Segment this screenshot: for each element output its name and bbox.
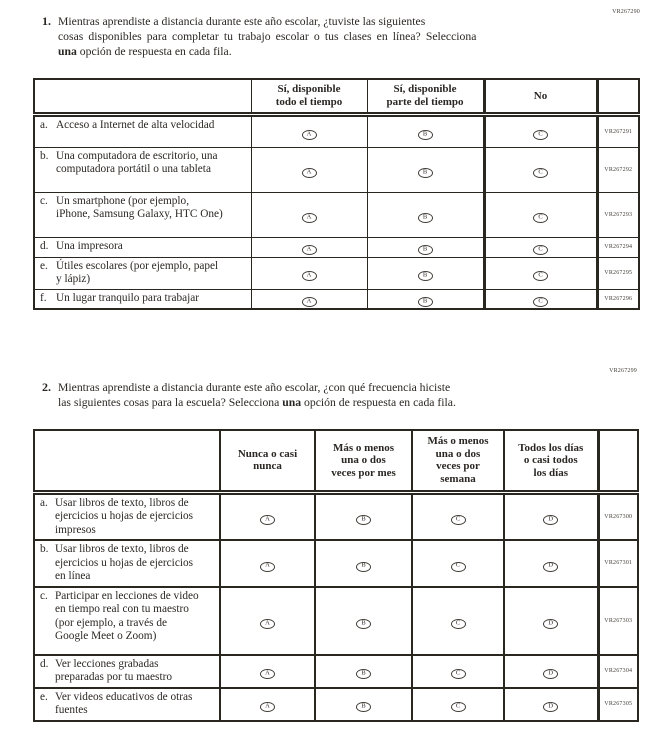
answer-bubble[interactable]: C [533, 213, 548, 223]
question-2-number: 2. [42, 380, 51, 394]
row-label: Una computadora de escritorio, una computadora portátil o una tableta [56, 149, 218, 175]
row-label-cell [34, 540, 220, 587]
question-1-prompt [0, 0, 666, 59]
answer-cell [484, 192, 597, 237]
row-label: Un smartphone (por ejemplo, iPhone, Samsung Galaxy, HTC One) [56, 194, 223, 220]
row-label-cell [34, 289, 251, 309]
answer-cell [504, 587, 598, 655]
prompt-line: Mientras aprendiste a distancia durante este año escolar, ¿con qué frecuencia hiciste [58, 381, 451, 394]
row-label: Ver videos educativos de otras fuentes [55, 690, 193, 716]
answer-bubble[interactable]: D [543, 562, 558, 572]
row-vr-code: VR267294 [597, 237, 639, 257]
answer-cell [412, 655, 504, 688]
answer-cell [220, 587, 315, 655]
prompt-line: Mientras aprendiste a distancia durante este año escolar, ¿tuviste las siguientes [58, 15, 426, 28]
row-vr-code: VR267305 [598, 688, 638, 721]
answer-cell [412, 688, 504, 721]
table-row [34, 257, 639, 289]
row-label-cell [34, 492, 220, 540]
answer-cell [220, 492, 315, 540]
row-vr-code: VR267303 [598, 587, 638, 655]
answer-cell [484, 237, 597, 257]
prompt-line: cosas disponibles para completar tu trabajo escolar o tus clases en línea? Selecciona [58, 30, 477, 43]
row-letter: c. [40, 194, 48, 207]
column-header: Sí, disponible parte del tiempo [367, 79, 484, 114]
answer-cell [412, 587, 504, 655]
row-label-cell [34, 237, 251, 257]
table-row [34, 147, 639, 192]
row-label: Ver lecciones grabadas preparadas por tu maestro [55, 657, 173, 683]
column-header: Más o menos una o dos veces por mes [315, 430, 412, 492]
answer-cell [412, 540, 504, 587]
answer-bubble[interactable]: A [302, 168, 317, 178]
prompt-line: las siguientes cosas para la escuela? Selecciona una opción de respuesta en cada fila. [58, 396, 456, 409]
row-letter: e. [40, 690, 48, 703]
table-row [34, 114, 639, 147]
answer-bubble[interactable]: C [451, 562, 466, 572]
table-row [34, 289, 639, 309]
answer-cell [315, 540, 412, 587]
answer-bubble[interactable]: A [302, 130, 317, 140]
answer-bubble[interactable]: B [356, 702, 371, 712]
empty-header-cell [34, 430, 220, 492]
answer-bubble[interactable]: A [302, 245, 317, 255]
answer-cell [251, 192, 367, 237]
answer-bubble[interactable]: B [418, 271, 433, 281]
answer-cell [315, 688, 412, 721]
answer-bubble[interactable]: B [356, 515, 371, 525]
question-2-table [33, 429, 639, 722]
row-vr-code: VR267304 [598, 655, 638, 688]
row-letter: a. [40, 118, 48, 131]
row-label-cell [34, 587, 220, 655]
row-letter: d. [40, 657, 49, 670]
answer-bubble[interactable]: B [418, 168, 433, 178]
prompt-line: una opción de respuesta en cada fila. [58, 45, 232, 58]
answer-bubble[interactable]: D [543, 702, 558, 712]
answer-cell [484, 257, 597, 289]
answer-bubble[interactable]: C [533, 271, 548, 281]
answer-bubble[interactable]: B [418, 130, 433, 140]
answer-bubble[interactable]: C [451, 515, 466, 525]
table-row [34, 540, 638, 587]
answer-cell [504, 540, 598, 587]
answer-cell [484, 289, 597, 309]
row-label: Usar libros de texto, libros de ejercicios u hojas de ejercicios impresos [55, 496, 194, 536]
row-label: Un lugar tranquilo para trabajar [56, 291, 200, 304]
question-1-vr-code: VR267290 [612, 9, 640, 15]
answer-cell [367, 114, 484, 147]
answer-cell [251, 147, 367, 192]
question-1-number: 1. [42, 14, 51, 28]
column-header: No [484, 79, 597, 114]
vr-column-header [597, 79, 639, 114]
row-label: Una impresora [56, 239, 123, 252]
answer-cell [251, 114, 367, 147]
answer-bubble[interactable]: B [356, 669, 371, 679]
answer-bubble[interactable]: A [260, 619, 275, 629]
answer-bubble[interactable]: C [451, 669, 466, 679]
answer-cell [220, 688, 315, 721]
answer-bubble[interactable]: A [260, 515, 275, 525]
answer-bubble[interactable]: A [260, 562, 275, 572]
table-row [34, 237, 639, 257]
answer-cell [367, 257, 484, 289]
answer-bubble[interactable]: B [418, 245, 433, 255]
answer-bubble[interactable]: B [418, 213, 433, 223]
empty-header-cell [34, 79, 251, 114]
answer-cell [484, 147, 597, 192]
row-label-cell [34, 114, 251, 147]
row-label-cell [34, 192, 251, 237]
answer-bubble[interactable]: D [543, 669, 558, 679]
table-row [34, 587, 638, 655]
answer-cell [367, 192, 484, 237]
table-row [34, 492, 638, 540]
row-label-cell [34, 655, 220, 688]
row-label: Útiles escolares (por ejemplo, papel y lápiz) [56, 259, 219, 285]
answer-cell [367, 237, 484, 257]
column-header: Más o menos una o dos veces por semana [412, 430, 504, 492]
answer-cell [367, 289, 484, 309]
question-1-table [33, 78, 640, 310]
answer-bubble[interactable]: A [302, 297, 317, 307]
answer-bubble[interactable]: A [260, 702, 275, 712]
table-row [34, 688, 638, 721]
answer-cell [367, 147, 484, 192]
row-label: Acceso a Internet de alta velocidad [56, 118, 215, 131]
answer-cell [504, 688, 598, 721]
answer-bubble[interactable]: C [533, 245, 548, 255]
table-row [34, 655, 638, 688]
row-label: Participar en lecciones de video en tiempo real con tu maestro (por ejemplo, a través de Google Meet o Zoom) [55, 589, 199, 642]
answer-cell [412, 492, 504, 540]
answer-cell [504, 655, 598, 688]
answer-bubble[interactable]: C [451, 702, 466, 712]
row-vr-code: VR267296 [597, 289, 639, 309]
answer-bubble[interactable]: C [533, 130, 548, 140]
answer-cell [251, 289, 367, 309]
answer-cell [484, 114, 597, 147]
column-header: Sí, disponible todo el tiempo [251, 79, 367, 114]
column-header: Nunca o casi nunca [220, 430, 315, 492]
answer-cell [504, 492, 598, 540]
row-letter: f. [40, 291, 47, 304]
table-row [34, 192, 639, 237]
answer-bubble[interactable]: B [418, 297, 433, 307]
row-vr-code: VR267295 [597, 257, 639, 289]
answer-cell [251, 257, 367, 289]
answer-cell [251, 237, 367, 257]
row-letter: c. [40, 589, 48, 602]
header-row [34, 430, 638, 492]
row-letter: b. [40, 149, 49, 162]
row-vr-code: VR267301 [598, 540, 638, 587]
answer-bubble[interactable]: C [533, 168, 548, 178]
row-vr-code: VR267300 [598, 492, 638, 540]
question-2-vr-code: VR267299 [609, 368, 637, 374]
row-label-cell [34, 688, 220, 721]
header-row [34, 79, 639, 114]
row-letter: e. [40, 259, 48, 272]
row-label-cell [34, 147, 251, 192]
row-letter: a. [40, 496, 48, 509]
answer-cell [220, 540, 315, 587]
row-letter: b. [40, 543, 49, 555]
answer-cell [220, 655, 315, 688]
answer-bubble[interactable]: B [356, 619, 371, 629]
answer-bubble[interactable]: A [302, 213, 317, 223]
answer-bubble[interactable]: A [260, 669, 275, 679]
row-vr-code: VR267291 [597, 114, 639, 147]
row-label: Usar libros de texto, libros de ejercicios u hojas de ejercicios en línea [55, 543, 194, 582]
row-letter: d. [40, 239, 49, 252]
row-vr-code: VR267292 [597, 147, 639, 192]
column-header: Todos los días o casi todos los días [504, 430, 598, 492]
answer-cell [315, 655, 412, 688]
answer-cell [315, 492, 412, 540]
answer-bubble[interactable]: C [451, 619, 466, 629]
row-label-cell [34, 257, 251, 289]
answer-bubble[interactable]: D [543, 515, 558, 525]
answer-bubble[interactable]: B [356, 562, 371, 572]
question-2-prompt [0, 310, 666, 410]
row-vr-code: VR267293 [597, 192, 639, 237]
answer-bubble[interactable]: A [302, 271, 317, 281]
answer-cell [315, 587, 412, 655]
answer-bubble[interactable]: D [543, 619, 558, 629]
answer-bubble[interactable]: C [533, 297, 548, 307]
vr-column-header [598, 430, 638, 492]
